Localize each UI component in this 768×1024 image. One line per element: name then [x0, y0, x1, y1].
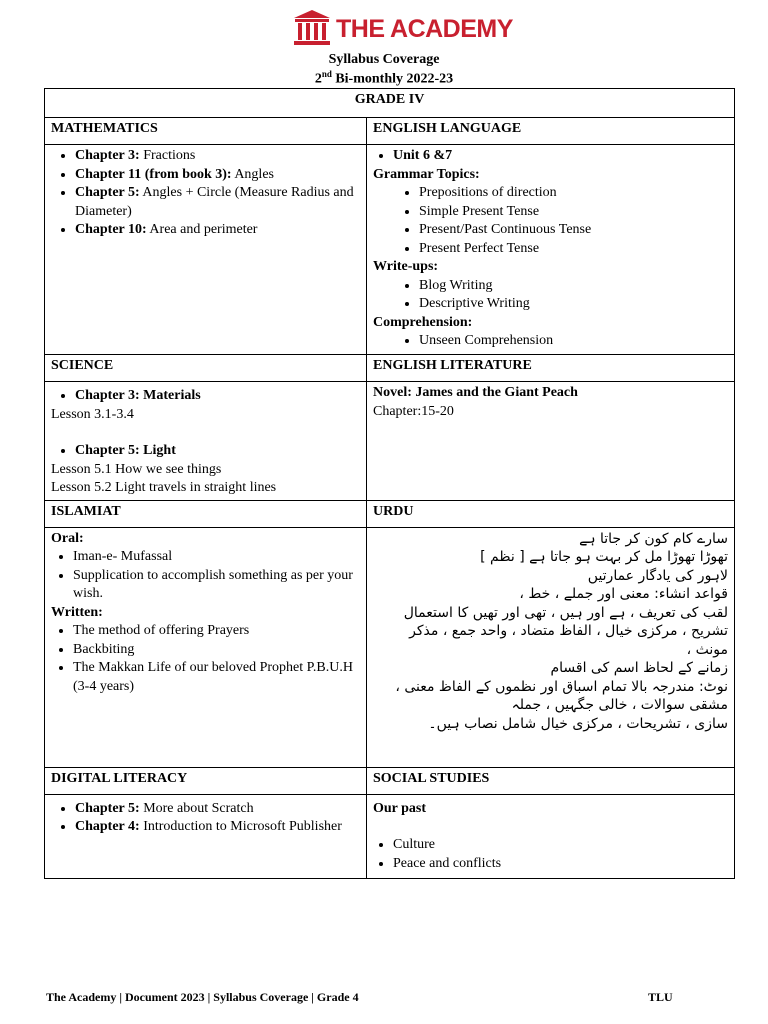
- urdu-line: نوٹ: مندرجہ بالا تمام اسباق اور نظموں کے الفاظ معنی ، مشقی سوالات ، خالی جگہیں ، جملہ: [395, 678, 728, 713]
- urdu-line: لقب کی تعریف ، ہے اور ہیں ، تھی اور تھیں کا استعمال: [403, 604, 728, 621]
- social-heading: SOCIAL STUDIES: [367, 767, 735, 794]
- list-item: • Chapter 10: Area and perimeter: [75, 221, 360, 240]
- science-cell: [45, 382, 367, 501]
- list-item: • Simple Present Tense: [419, 203, 728, 222]
- math-cell: [45, 145, 367, 355]
- digital-cell: [45, 794, 367, 878]
- urdu-line: قواعد انشاء: معنی اور جملے ، خط ،: [519, 586, 728, 602]
- english-cell: [367, 145, 735, 355]
- english-unit: • Unit 6 &7: [393, 147, 728, 166]
- literature-cell: [367, 382, 735, 501]
- digital-list: [51, 800, 360, 837]
- islamiat-cell: [45, 527, 367, 767]
- islamiat-heading: ISLAMIAT: [45, 500, 367, 527]
- urdu-line: لاہور کی یادگار عمارتیں: [587, 567, 728, 584]
- list-item: • Present/Past Continuous Tense: [419, 221, 728, 240]
- urdu-line: تشریح ، مرکزی خیال ، الفاظ متضاد ، واحد جمع ، مذکر مونث ،: [409, 623, 728, 658]
- science-ch3-lesson: Lesson 3.1-3.4: [51, 406, 134, 422]
- list-item: • Chapter 11 (from book 3): Angles: [75, 166, 360, 185]
- science-ch3: • Chapter 3: Materials: [75, 387, 360, 406]
- list-item: • Prepositions of direction: [419, 184, 728, 203]
- subtitle-rest: Bi-monthly 2022-23: [331, 71, 454, 87]
- list-item: • Blog Writing: [419, 277, 728, 296]
- literature-heading: ENGLISH LITERATURE: [367, 355, 735, 382]
- science-ch3-list: [51, 387, 360, 406]
- urdu-heading: URDU: [367, 500, 735, 527]
- urdu-line: سارے کام کون کر جاتا ہے: [579, 530, 728, 547]
- oral-label: Oral:: [51, 530, 84, 546]
- math-list: [51, 147, 360, 240]
- list-item: • Chapter 3: Fractions: [75, 147, 360, 166]
- comprehension-label: Comprehension:: [373, 314, 473, 330]
- syllabus-table: [44, 88, 735, 879]
- list-item: • Descriptive Writing: [419, 295, 728, 314]
- science-heading: SCIENCE: [45, 355, 367, 382]
- list-item: • Unseen Comprehension: [419, 332, 728, 351]
- list-item: • The Makkan Life of our beloved Prophet P.B.U.H (3-4 years): [73, 659, 360, 696]
- urdu-line: سازی ، تشریحات ، مرکزی خیال شامل نصاب ہیں۔: [428, 715, 728, 732]
- social-list: [373, 836, 728, 873]
- grade-heading: GRADE IV: [45, 89, 735, 118]
- list-item: • Iman-e- Mufassal: [73, 548, 360, 567]
- list-item: • Backbiting: [73, 641, 360, 660]
- list-item: • Culture: [393, 836, 728, 855]
- subtitle-superscript: nd: [321, 69, 332, 79]
- footer-code: TLU: [648, 990, 673, 1004]
- list-item: • Present Perfect Tense: [419, 240, 728, 259]
- english-unit-list: [373, 147, 728, 166]
- footer-text: The Academy | Document 2023 | Syllabus Coverage | Grade 4: [46, 990, 359, 1004]
- literature-chapters: Chapter:15-20: [373, 403, 454, 419]
- list-item: • Chapter 5: Angles + Circle (Measure Radius and Diameter): [75, 184, 360, 221]
- science-ch5-lesson2: Lesson 5.2 Light travels in straight lines: [51, 480, 277, 495]
- grammar-list: [373, 184, 728, 258]
- digital-heading: DIGITAL LITERACY: [45, 767, 367, 794]
- page-subtitle: [0, 69, 768, 88]
- list-item: • The method of offering Prayers: [73, 622, 360, 641]
- written-label: Written:: [51, 604, 103, 620]
- comprehension-list: [373, 332, 728, 351]
- list-item: • Chapter 5: More about Scratch: [75, 800, 360, 819]
- writeups-label: Write-ups:: [373, 259, 439, 274]
- building-icon: [292, 8, 332, 48]
- list-item: • Peace and conflicts: [393, 855, 728, 874]
- literature-novel: Novel: James and the Giant Peach: [373, 385, 578, 400]
- urdu-line: زمانے کے لحاظ اسم کی اقسام: [550, 660, 728, 676]
- social-subheading: Our past: [373, 800, 427, 816]
- subtitle-number: 2: [314, 71, 322, 87]
- written-list: [51, 622, 360, 696]
- academy-logo: [292, 8, 513, 48]
- science-ch5-list: [51, 442, 360, 461]
- oral-list: [51, 548, 360, 604]
- urdu-cell: [367, 527, 735, 767]
- list-item: • Chapter 4: Introduction to Microsoft Publisher: [75, 818, 360, 837]
- grammar-label: Grammar Topics:: [373, 166, 480, 182]
- science-ch5-lesson1: Lesson 5.1 How we see things: [51, 461, 222, 477]
- english-heading: ENGLISH LANGUAGE: [367, 118, 735, 145]
- math-heading: MATHEMATICS: [45, 118, 367, 145]
- writeups-list: [373, 277, 728, 314]
- page-title: Syllabus Coverage: [328, 52, 440, 67]
- science-ch5: • Chapter 5: Light: [75, 442, 360, 461]
- logo-text: THE ACADEMY: [336, 15, 513, 43]
- social-cell: [367, 794, 735, 878]
- list-item: • Supplication to accomplish something as per your wish.: [73, 567, 360, 604]
- urdu-line: تھوڑا تھوڑا مل کر بہت ہو جاتا ہے [ نظم ]: [480, 549, 728, 565]
